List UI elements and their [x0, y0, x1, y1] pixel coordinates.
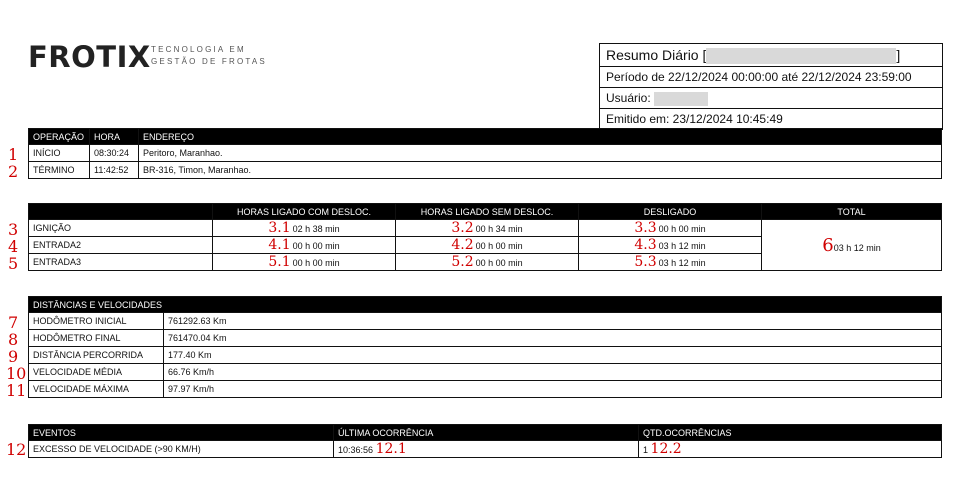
value: 02 h 38 min [292, 224, 340, 234]
row-label: IGNIÇÃO [29, 220, 213, 237]
marker-12: 12 [6, 440, 27, 459]
hours-table [28, 203, 942, 271]
mark-4-3: 4.3 [634, 237, 657, 253]
tagline-line-2: GESTÃO DE FROTAS [151, 57, 267, 66]
mark-3-1: 3.1 [268, 220, 291, 236]
table-row [29, 347, 942, 364]
row-label: HODÔMETRO INICIAL [29, 313, 164, 330]
mark-6: 6 [822, 234, 834, 256]
value: 00 h 00 min [475, 258, 523, 268]
row-label: HODÔMETRO FINAL [29, 330, 164, 347]
marker-5: 5 [8, 254, 19, 273]
col-ultima: ÚLTIMA OCORRÊNCIA [334, 425, 639, 441]
value: 03 h 12 min [658, 241, 706, 251]
mark-4-2: 4.2 [451, 237, 474, 253]
hours-cell [396, 220, 579, 237]
marker-7: 7 [8, 313, 19, 332]
table-row [29, 162, 942, 179]
col-operacao: OPERAÇÃO [29, 129, 90, 145]
event-cell: EXCESSO DE VELOCIDADE (>90 KM/H) [29, 441, 334, 458]
row-value: 97.97 Km/h [164, 381, 942, 398]
hours-header [29, 204, 942, 220]
hours-cell [213, 254, 396, 271]
hours-cell [213, 237, 396, 254]
col-blank [29, 204, 213, 220]
table-row [29, 313, 942, 330]
row-label: VELOCIDADE MÁXIMA [29, 381, 164, 398]
marker-2: 2 [8, 162, 19, 181]
row-label: ENTRADA3 [29, 254, 213, 271]
col-endereco: ENDEREÇO [139, 129, 942, 145]
col-eventos: EVENTOS [29, 425, 334, 441]
marker-10: 10 [6, 364, 27, 383]
row-label: DISTÂNCIA PERCORRIDA [29, 347, 164, 364]
value: 00 h 34 min [475, 224, 523, 234]
value: 00 h 00 min [658, 224, 706, 234]
table-row [29, 330, 942, 347]
col-ligado-com: HORAS LIGADO COM DESLOC. [213, 204, 396, 220]
redacted-user [654, 92, 708, 106]
row-value: 177.40 Km [164, 347, 942, 364]
hours-cell [579, 254, 762, 271]
mark-5-3: 5.3 [634, 254, 657, 270]
marker-4: 4 [8, 237, 19, 256]
total-cell [762, 220, 942, 271]
events-table [28, 424, 942, 458]
marker-1: 1 [8, 145, 19, 164]
marker-11: 11 [6, 381, 27, 400]
operations-header [29, 129, 942, 145]
marker-8: 8 [8, 330, 19, 349]
last-cell [334, 441, 639, 458]
mark-5-2: 5.2 [451, 254, 474, 270]
row-label: ENTRADA2 [29, 237, 213, 254]
value: 00 h 00 min [292, 241, 340, 251]
last-value: 10:36:56 [338, 445, 374, 455]
col-qtd: QTD.OCORRÊNCIAS [639, 425, 942, 441]
marker-3: 3 [8, 220, 19, 239]
summary-issued: Emitido em: 23/12/2024 10:45:49 [606, 112, 783, 126]
hours-cell [213, 220, 396, 237]
table-row [29, 381, 942, 398]
time-cell: 11:42:52 [90, 162, 139, 179]
hours-cell [396, 254, 579, 271]
row-label: VELOCIDADE MÉDIA [29, 364, 164, 381]
value: 03 h 12 min [658, 258, 706, 268]
mark-4-1: 4.1 [268, 237, 291, 253]
operation-cell: TÉRMINO [29, 162, 90, 179]
value: 00 h 00 min [292, 258, 340, 268]
mark-3-3: 3.3 [634, 220, 657, 236]
mark-12-1: 12.1 [375, 441, 407, 457]
col-total: TOTAL [762, 204, 942, 220]
events-header [29, 425, 942, 441]
summary-title [600, 44, 942, 67]
summary-box [599, 43, 943, 130]
row-value: 761292.63 Km [164, 313, 942, 330]
row-value: 66.76 Km/h [164, 364, 942, 381]
total-value: 03 h 12 min [833, 242, 881, 253]
table-row [29, 145, 942, 162]
count-cell [639, 441, 942, 458]
table-row [29, 364, 942, 381]
frotix-logo: FROTIX [28, 40, 151, 74]
value: 00 h 00 min [475, 241, 523, 251]
summary-period: Período de 22/12/2024 00:00:00 até 22/12/2024 23:59:00 [600, 67, 942, 88]
tagline-line-1: TECNOLOGIA EM [151, 45, 246, 54]
operation-cell: INÍCIO [29, 145, 90, 162]
distances-header [29, 297, 942, 313]
mark-5-1: 5.1 [268, 254, 291, 270]
summary-title-close: ] [896, 47, 901, 63]
row-value: 761470.04 Km [164, 330, 942, 347]
count-value: 1 [643, 445, 649, 455]
table-row [29, 220, 942, 237]
distances-title: DISTÂNCIAS E VELOCIDADES [29, 297, 942, 313]
distances-table [28, 296, 942, 398]
user-label: Usuário: [606, 91, 651, 105]
mark-3-2: 3.2 [451, 220, 474, 236]
hours-cell [579, 237, 762, 254]
marker-9: 9 [8, 347, 19, 366]
redacted-plate [706, 48, 896, 64]
hours-cell [396, 237, 579, 254]
brand-tagline [151, 44, 267, 68]
operations-table [28, 128, 942, 179]
col-hora: HORA [90, 129, 139, 145]
address-cell: Peritoro, Maranhao. [139, 145, 942, 162]
time-cell: 08:30:24 [90, 145, 139, 162]
address-cell: BR-316, Timon, Maranhao. [139, 162, 942, 179]
table-row [29, 441, 942, 458]
hours-cell [579, 220, 762, 237]
col-desligado: DESLIGADO [579, 204, 762, 220]
col-ligado-sem: HORAS LIGADO SEM DESLOC. [396, 204, 579, 220]
mark-12-2: 12.2 [650, 441, 682, 457]
summary-user [600, 88, 942, 109]
summary-title-text: Resumo Diário [ [606, 47, 707, 63]
